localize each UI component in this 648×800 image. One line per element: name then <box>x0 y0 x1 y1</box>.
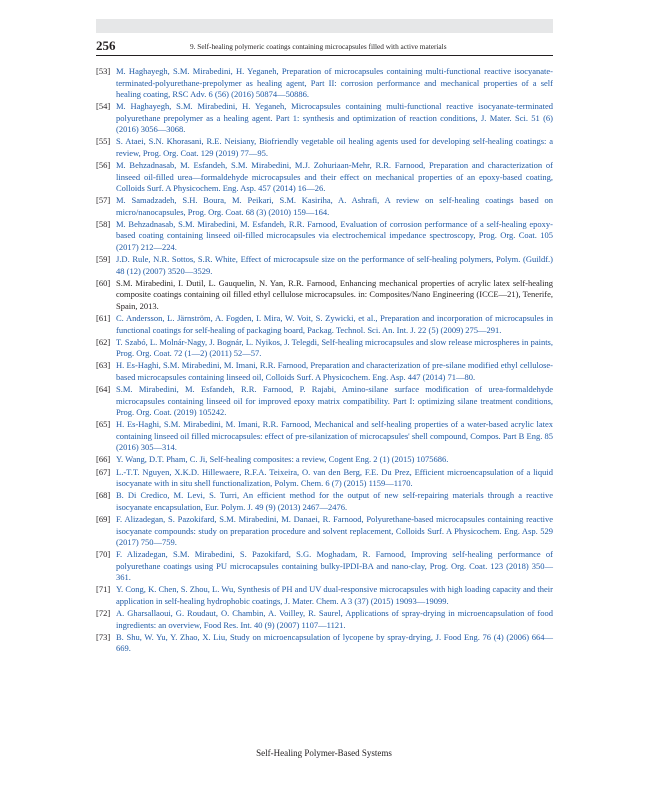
reference-link[interactable]: C. Andersson, L. Järnström, A. Fogden, I. Mira, W. Voit, S. Zywicki, et al., Preparation and incorporation of microcapsules in functional coatings for self-healing of packaging board, Packag. Technol. Sci. An. Int. J. 22 (5) (2009) 275—291. <box>116 313 553 335</box>
header-bar <box>96 19 553 33</box>
reference-number: [59] <box>96 254 111 265</box>
reference-number: [65] <box>96 419 111 430</box>
reference-item <box>96 608 553 631</box>
reference-number: [62] <box>96 336 111 347</box>
reference-number: [63] <box>96 360 111 371</box>
reference-link[interactable]: H. Es-Haghi, S.M. Mirabedini, M. Imani, R.R. Farnood, Mechanical and self-healing properties of a water-based acrylic latex containing linseed oil filled microcapsules: effect of pre-silanization of microcapsules' shell compound, Compos. Part B Eng. 85 (2016) 305—314. <box>116 419 553 453</box>
reference-item <box>96 160 553 195</box>
reference-link[interactable]: F. Alizadegan, S.M. Mirabedini, S. Pazokifard, S.G. Moghadam, R. Farnood, Improving self-healing performance of polyurethane coatings using PU microcapsules containing bulky-IPDI-BA and nano-clay, Prog. Org. Coat. 123 (2018) 350—361. <box>116 549 553 583</box>
reference-item <box>96 632 553 655</box>
reference-number: [68] <box>96 490 111 501</box>
reference-link[interactable]: Y. Wang, D.T. Pham, C. Ji, Self-healing composites: a review, Cogent Eng. 2 (1) (2015) 1075686. <box>116 454 449 465</box>
footer-book-title: Self-Healing Polymer-Based Systems <box>256 748 392 758</box>
reference-number: [71] <box>96 584 111 595</box>
reference-number: [67] <box>96 466 111 477</box>
reference-link[interactable]: A. Gharsallaoui, G. Roudaut, O. Chambin, A. Voilley, R. Saurel, Applications of spray-drying in microencapsulation of food ingredients: an overview, Food Res. Int. 40 (9) (2007) 1107—1121. <box>116 608 553 630</box>
reference-link[interactable]: F. Alizadegan, S. Pazokifard, S.M. Mirabedini, M. Danaei, R. Farnood, Polyurethane-based microcapsules containing reactive isocyanate compounds: study on preparation procedure and solvent replacement, Colloids Surf. A Physicochem. Eng. Asp. 529 (2017) 750—759. <box>116 514 553 547</box>
reference-link[interactable]: H. Es-Haghi, S.M. Mirabedini, M. Imani, R.R. Farnood, Preparation and characterization of pre-silane modified ethyl cellulose-based microcapsules containing linseed oil, Colloids Surf. A Physicochem. Eng. Asp. 447 (2014) 71—80. <box>116 360 553 382</box>
reference-list <box>96 66 553 655</box>
reference-number: [56] <box>96 160 111 171</box>
reference-link[interactable]: M. Samadzadeh, S.H. Boura, M. Peikari, S.M. Kasiriha, A. Ashrafi, A review on self-healing coatings based on micro/nanocapsules, Prog. Org. Coat. 68 (3) (2010) 159—164. <box>116 195 553 217</box>
reference-link[interactable]: L.-T.T. Nguyen, X.K.D. Hillewaere, R.F.A. Teixeira, O. van den Berg, F.E. Du Prez, Efficient microencapsulation of a liquid isocyanate with in situ shell functionalization, Polym. Chem. 6 (7) (2015) 1159—1170. <box>116 466 553 489</box>
reference-item <box>96 549 553 584</box>
reference-number: [57] <box>96 195 111 206</box>
reference-item <box>96 584 553 607</box>
reference-item <box>96 254 553 277</box>
reference-number: [64] <box>96 384 111 395</box>
reference-number: [69] <box>96 514 111 524</box>
reference-link[interactable]: J.D. Rule, N.R. Sottos, S.R. White, Effect of microcapsule size on the performance of self-healing polymers, Polym. (Guildf.) 48 (12) (2007) 3520—3529. <box>116 254 553 276</box>
reference-item <box>96 467 553 490</box>
reference-link[interactable]: B. Di Credico, M. Levi, S. Turri, An efficient method for the output of new self-repairing materials through a reactive isocyanate encapsulation, Eur. Polym. J. 49 (9) (2013) 2467—2476. <box>116 490 553 512</box>
page-number: 256 <box>96 38 116 53</box>
reference-number: [70] <box>96 549 111 560</box>
reference-number: [72] <box>96 608 111 619</box>
reference-number: [55] <box>96 136 111 147</box>
reference-number: [58] <box>96 218 111 229</box>
reference-item <box>96 101 553 136</box>
reference-item <box>96 384 553 419</box>
reference-link[interactable]: M. Behzadnasab, S.M. Mirabedini, M. Esfandeh, R.R. Farnood, Evaluation of corrosion performance of a self-healing epoxy-based coating containing linseed oil-filled microcapsules via electrochemical impedance spectroscopy, Prog. Org. Coat. 105 (2017) 212—224. <box>116 218 553 252</box>
reference-link[interactable]: T. Szabó, L. Molnár-Nagy, J. Bognár, L. Nyikos, J. Telegdi, Self-healing microcapsules and slow release microspheres in paints, Prog. Org. Coat. 72 (1—2) (2011) 52—57. <box>116 336 553 359</box>
reference-item <box>96 219 553 254</box>
reference-number: [73] <box>96 631 111 642</box>
reference-link[interactable]: M. Behzadnasab, M. Esfandeh, S.M. Mirabedini, M.J. Zohuriaan-Mehr, R.R. Farnood, Preparation and characterization of linseed oil-filled urea—formaldehyde microcapsules and their effect on mechanical properties of an epoxy-based coating, Colloids Surf. A Physicochem. Eng. Asp. 457 (2014) 16—26. <box>116 160 553 194</box>
reference-item <box>96 514 553 549</box>
reference-link[interactable]: M. Haghayegh, S.M. Mirabedini, H. Yeganeh, Preparation of microcapsules containing multi-functional reactive isocyanate-terminated-polyurethane-prepolymer as healing agent, Part II: corrosion performance and mechanical properties of a self healing coating, RSC Adv. 6 (56) (2016) 50874—50886. <box>116 66 553 99</box>
reference-item <box>96 313 553 336</box>
reference-item <box>96 66 553 101</box>
reference-number: [61] <box>96 313 111 323</box>
reference-link[interactable]: S.M. Mirabedini, M. Esfandeh, R.R. Farnood, P. Rajabi, Amino-silane surface modification of urea-formaldehyde microcapsules containing linseed oil for improved epoxy matrix compatibility. Part I: optimizing silane treatment conditions, Prog. Org. Coat. (2019) 105242. <box>116 384 553 418</box>
reference-link[interactable]: S. Ataei, S.N. Khorasani, R.E. Neisiany, Biofriendly vegetable oil healing agents used for developing self-healing coatings: a review, Prog. Org. Coat. 129 (2019) 77—95. <box>116 136 553 158</box>
reference-link[interactable]: M. Haghayegh, S.M. Mirabedini, H. Yeganeh, Microcapsules containing multi-functional reactive isocyanate-terminated polyurethane prepolymer as a healing agent. Part 1: synthesis and optimization of reaction conditions, J. Mater. Sci. 51 (6) (2016) 3056—3068. <box>116 101 553 135</box>
reference-text: S.M. Mirabedini, I. Dutil, L. Gauquelin, N. Yan, R.R. Farnood, Enhancing mechanical properties of acrylic latex self-healing composite coatings containing oil filled ethyl cellulose microcapsules. in: Composites/Nano Engineering (ICCE—21), Tenerife, Spain, 2013. <box>116 277 553 311</box>
reference-item <box>96 195 553 218</box>
reference-number: [66] <box>96 454 111 465</box>
reference-item <box>96 454 553 466</box>
reference-link[interactable]: Y. Cong, K. Chen, S. Zhou, L. Wu, Synthesis of PH and UV dual-responsive microcapsules with high loading capacity and their application in self-healing hydrophobic coatings, J. Mater. Chem. A 3 (37) (2015) 19093—19099. <box>116 584 553 606</box>
reference-number: [53] <box>96 66 111 76</box>
reference-number: [60] <box>96 277 111 288</box>
reference-item <box>96 490 553 513</box>
running-title: 9. Self-healing polymeric coatings containing microcapsules filled with active materials <box>190 42 447 51</box>
reference-link[interactable]: B. Shu, W. Yu, Y. Zhao, X. Liu, Study on microencapsulation of lycopene by spray-drying, J. Food Eng. 76 (4) (2006) 664—669. <box>116 631 553 654</box>
header-rule <box>96 55 553 56</box>
reference-item <box>96 419 553 454</box>
reference-item <box>96 278 553 313</box>
page-header <box>96 38 553 54</box>
reference-number: [54] <box>96 101 111 112</box>
reference-item <box>96 337 553 360</box>
reference-item <box>96 136 553 159</box>
reference-item <box>96 360 553 383</box>
